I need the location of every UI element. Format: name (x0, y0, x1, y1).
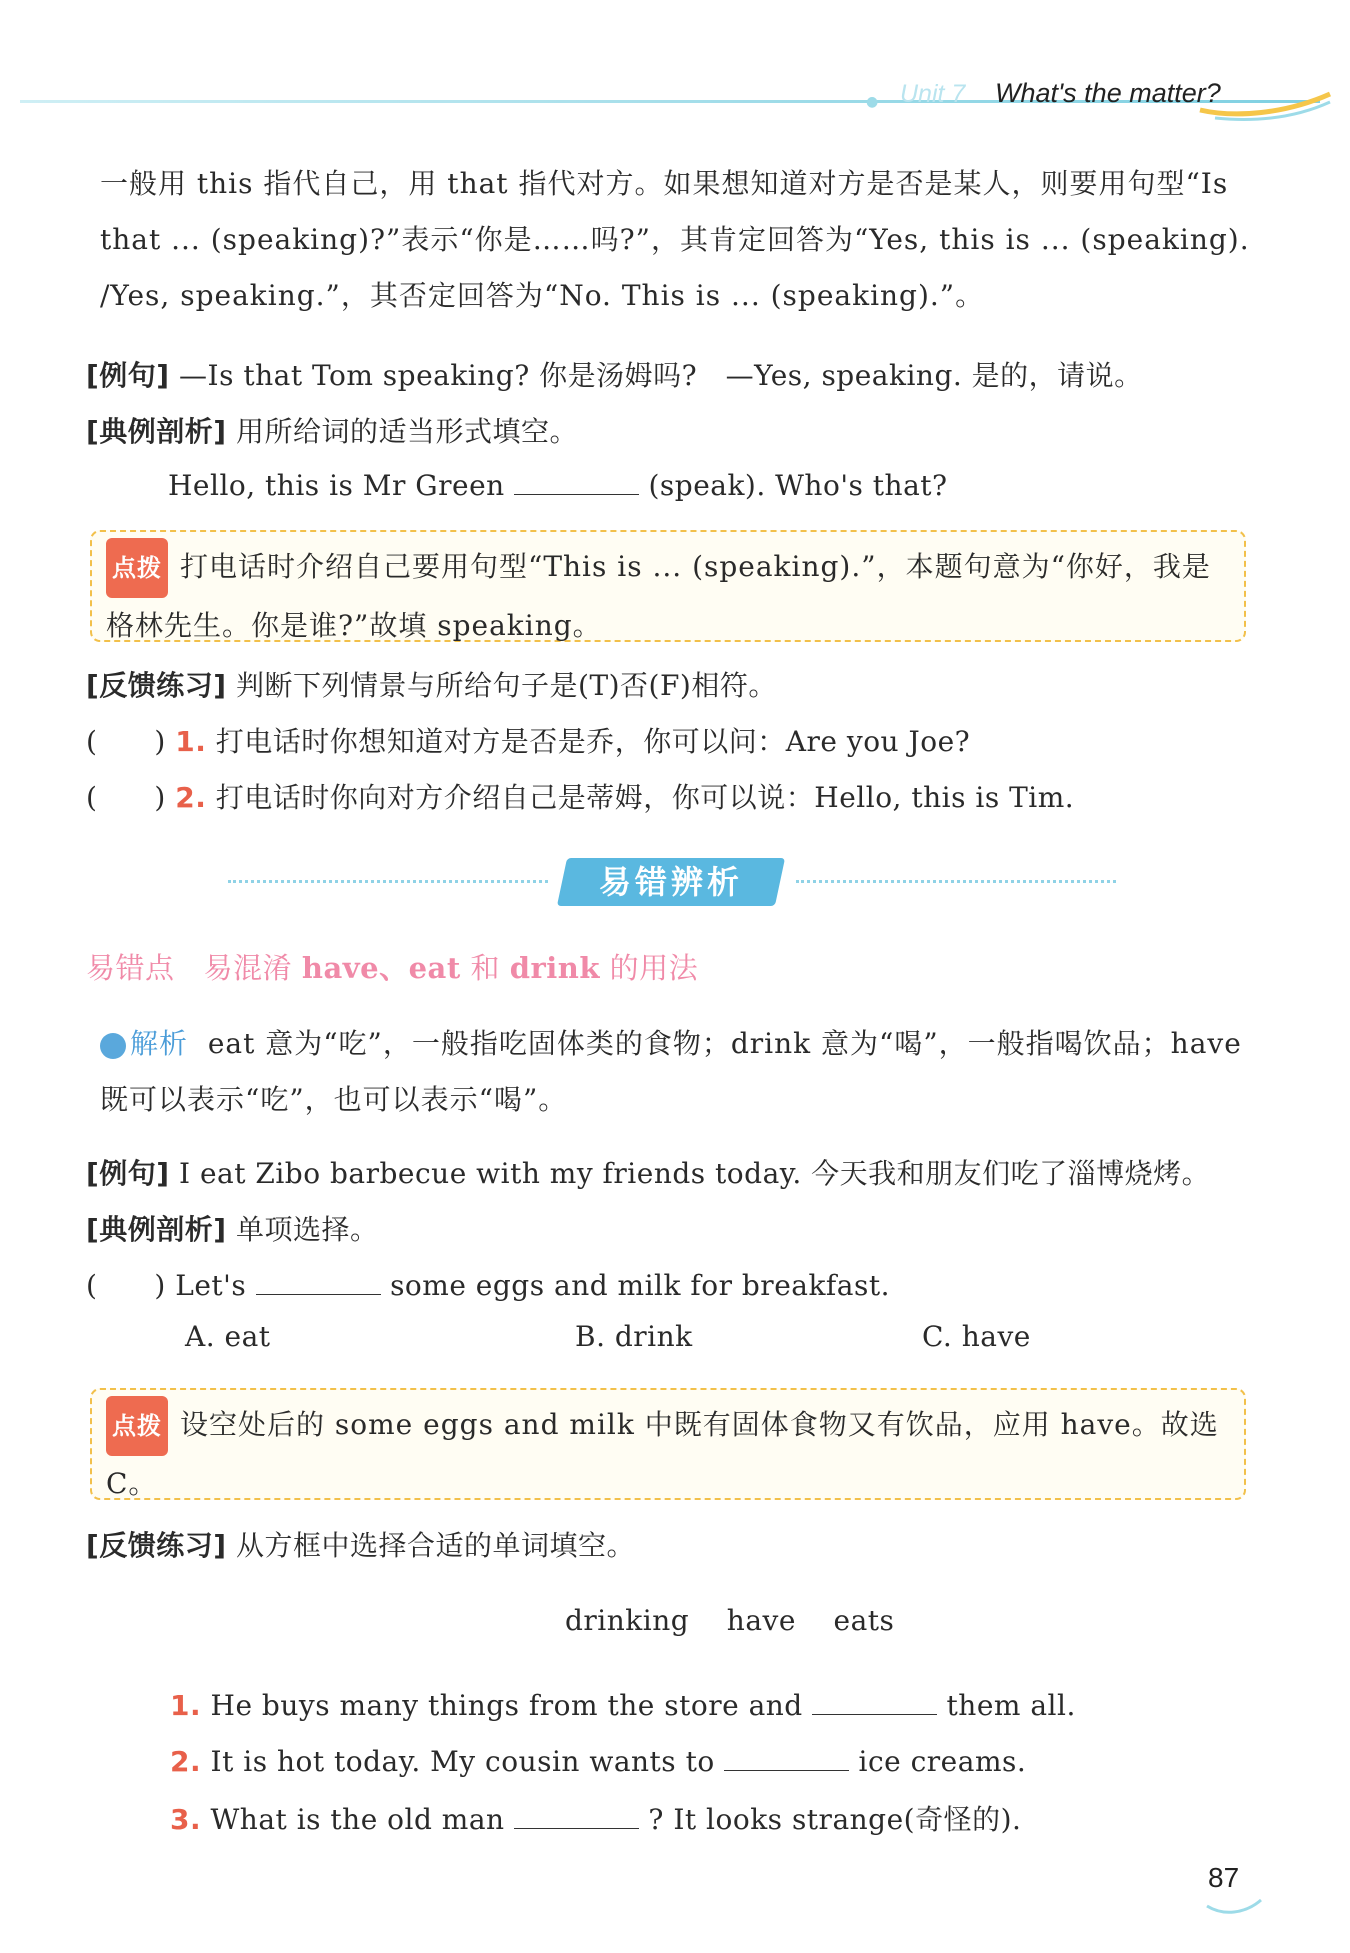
feedback-heading-1 (86, 664, 777, 704)
jiexi-text: eat 意为“吃”，一般指吃固体类的食物；drink 意为“喝”，一般指喝饮品；have 既可以表示“吃”，也可以表示“喝”。 (100, 1027, 1242, 1116)
example-text: I eat Zibo barbecue with my friends today. 今天我和朋友们吃了淄博烧烤。 (179, 1157, 1211, 1190)
item-text-before: What is the old man (210, 1803, 505, 1836)
feedback-tag: [反馈练习] (86, 1529, 227, 1562)
example-tag: [例句] (86, 1157, 170, 1190)
answer-paren[interactable]: ( ) (86, 725, 166, 758)
item-text-before: He buys many things from the store and (210, 1689, 803, 1722)
option-a[interactable]: A. eat (185, 1320, 271, 1353)
analysis-instruction: 用所给词的适当形式填空。 (236, 415, 579, 448)
analysis-tag: [典例剖析] (86, 1213, 227, 1246)
word-bank-item: drinking (565, 1604, 690, 1637)
header-title: What's the matter? (995, 78, 1221, 108)
question-text-after: some eggs and milk for breakfast. (390, 1269, 890, 1302)
option-c[interactable]: C. have (922, 1320, 1031, 1353)
question-text-after: (speak). Who's that? (648, 469, 948, 502)
example-sentence-1 (86, 354, 1143, 394)
item-number: 2. (170, 1745, 202, 1778)
example-sentence-2 (86, 1152, 1210, 1192)
answer-blank[interactable] (812, 1686, 937, 1715)
pencil-icon (100, 1033, 126, 1059)
answer-paren[interactable]: ( ) (86, 1269, 166, 1302)
page-number-swoosh-icon (1205, 1898, 1265, 1918)
tip-badge: 点拨 (106, 538, 168, 598)
item-text-before: It is hot today. My cousin wants to (210, 1745, 715, 1778)
word-bank-item: eats (833, 1604, 895, 1637)
question-text-before: Let's (175, 1269, 247, 1302)
item-number: 1. (170, 1689, 202, 1722)
error-point-heading (86, 946, 698, 987)
word-bank-item: have (726, 1604, 796, 1637)
fill-item-3 (170, 1798, 1021, 1838)
jiexi-paragraph (100, 1016, 1250, 1128)
error-point-title-en2: drink (509, 951, 600, 985)
answer-blank[interactable] (514, 466, 639, 495)
analysis-instruction: 单项选择。 (236, 1213, 379, 1246)
tip-text: 打电话时介绍自己要用句型“This is ... (speaking).”，本题句意为“你好，我是格林先生。你是谁?”故填 speaking。 (106, 550, 1211, 642)
header-swoosh-icon (1195, 88, 1335, 124)
tip-box-1 (90, 530, 1246, 642)
feedback-instruction: 从方框中选择合适的单词填空。 (236, 1529, 636, 1562)
section-dots-left (228, 880, 548, 883)
item-text-after: ice creams. (858, 1745, 1027, 1778)
page-number: 87 (1208, 1862, 1240, 1893)
header-unit: Unit 7 (900, 80, 966, 108)
analysis-tag: [典例剖析] (86, 415, 227, 448)
item-number: 2. (175, 781, 207, 814)
option-b[interactable]: B. drink (575, 1320, 693, 1353)
answer-paren[interactable]: ( ) (86, 781, 166, 814)
feedback-tag: [反馈练习] (86, 669, 227, 702)
example-text: —Is that Tom speaking? 你是汤姆吗? —Yes, speaking. 是的，请说。 (179, 359, 1143, 392)
section-dots-right (796, 880, 1116, 883)
error-point-label: 易错点 (86, 951, 175, 985)
mc-question (86, 1264, 890, 1304)
example-tag: [例句] (86, 359, 170, 392)
header-dot-icon: ● (866, 94, 879, 110)
answer-blank[interactable] (724, 1742, 849, 1771)
item-number: 3. (170, 1803, 202, 1836)
error-point-title-post: 的用法 (609, 951, 699, 985)
fill-item-2 (170, 1742, 1026, 1778)
answer-blank[interactable] (256, 1266, 381, 1295)
tip-text: 设空处后的 some eggs and milk 中既有固体食物又有饮品，应用 have。故选 C。 (106, 1408, 1219, 1500)
item-text-after: ? It looks strange(奇怪的). (648, 1803, 1022, 1836)
analysis-heading-1 (86, 410, 578, 450)
error-point-title-en: have、eat (301, 951, 461, 985)
answer-blank[interactable] (514, 1800, 639, 1829)
tip-box-2 (90, 1388, 1246, 1500)
analysis-heading-2 (86, 1208, 379, 1248)
error-point-title-mid: 和 (470, 951, 500, 985)
item-number: 1. (175, 725, 207, 758)
section-title: 易错辨析 (598, 863, 743, 901)
jiexi-label: 解析 (130, 1027, 189, 1060)
fill-item-1 (170, 1686, 1076, 1722)
question-text-before: Hello, this is Mr Green (168, 469, 505, 502)
tf-item-1 (86, 720, 970, 760)
tip-badge: 点拨 (106, 1396, 168, 1456)
intro-paragraph: 一般用 this 指代自己，用 that 指代对方。如果想知道对方是否是某人，则要用句型“Is that ... (speaking)?”表示“你是……吗?”，其肯定回答为“Yes, this is ... (speaking). /Yes, speaking.”，其否定回答为“No. This is ... (speaking).”。 (100, 167, 1250, 312)
word-bank (565, 1604, 894, 1637)
feedback-heading-2 (86, 1524, 635, 1564)
error-point-title-pre: 易混淆 (203, 951, 293, 985)
item-text: 打电话时你想知道对方是否是乔，你可以问：Are you Joe? (215, 725, 971, 758)
item-text: 打电话时你向对方介绍自己是蒂姆，你可以说：Hello, this is Tim. (215, 781, 1075, 814)
item-text-after: them all. (946, 1689, 1076, 1722)
feedback-instruction: 判断下列情景与所给句子是(T)否(F)相符。 (236, 669, 777, 702)
analysis-question-1 (168, 466, 948, 502)
tf-item-2 (86, 776, 1074, 816)
